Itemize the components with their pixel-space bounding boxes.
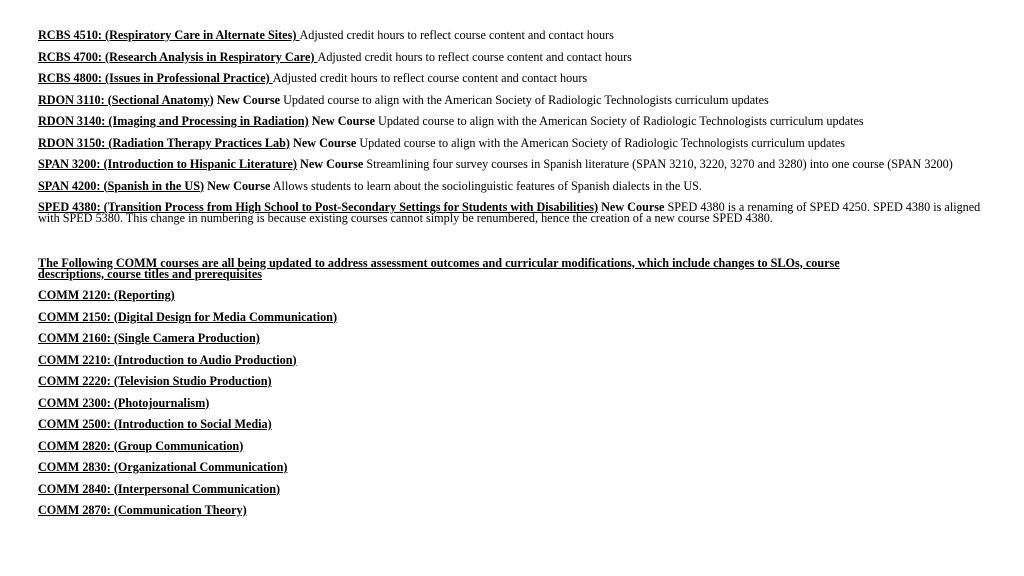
new-course-tag: New Course (207, 178, 271, 193)
course-entry-rdon-3110 (38, 92, 998, 107)
course-entry-rcbs-4510 (38, 30, 998, 41)
comm-course-link-2160[interactable]: COMM 2160: (Single Camera Production) (38, 331, 260, 345)
course-description: Updated course to align with the American Society of Radiologic Technologists curriculum updates (283, 92, 769, 107)
new-course-tag: New Course (311, 114, 375, 128)
course-entry-rcbs-4800 (38, 73, 998, 84)
course-description: Adjusted credit hours to reflect course content and contact hours (299, 28, 614, 42)
course-entry-rdon-3150 (38, 135, 998, 150)
section-spacer (38, 235, 998, 258)
course-description: SPED 4380 is a renaming of SPED 4250. SPED 4380 is aligned with SPED 5380. This change in numbering is because existing courses cannot simply be renumbered, hence the creation of a new course SPED 4380. (38, 200, 981, 225)
comm-course-link-2500[interactable]: COMM 2500: (Introduction to Social Media) (38, 417, 272, 431)
course-entry-span-4200 (38, 178, 998, 193)
course-link[interactable]: RCBS 4800: (Issues in Professional Practice) (38, 71, 273, 85)
comm-course-link-2830[interactable]: COMM 2830: (Organizational Communication) (38, 460, 288, 474)
course-link[interactable]: RCBS 4510: (Respiratory Care in Alternate Sites) (38, 28, 300, 42)
comm-course-link-2840[interactable]: COMM 2840: (Interpersonal Communication) (38, 481, 281, 496)
comm-course-link-2220[interactable]: COMM 2220: (Television Studio Production) (38, 374, 272, 388)
course-description: Updated course to align with the American Society of Radiologic Technologists curriculum updates (359, 135, 846, 150)
course-entry-span-3200 (38, 159, 998, 170)
comm-course-link-2870[interactable]: COMM 2870: (Communication Theory) (38, 503, 247, 517)
course-link[interactable]: RCBS 4700: (Research Analysis in Respiratory Care) (38, 49, 318, 64)
comm-course-link-2820[interactable]: COMM 2820: (Group Communication) (38, 438, 244, 453)
comm-section-heading[interactable]: The Following COMM courses are all being updated to address assessment outcomes and curricular modifications, which include changes to SLOs, course descriptions, course titles and prerequisites (38, 255, 840, 281)
course-link[interactable]: SPAN 4200: (Spanish in the US) (38, 178, 205, 193)
course-description: Adjusted credit hours to reflect course content and contact hours (272, 71, 588, 85)
document-page (38, 30, 998, 527)
new-course-tag: New Course (216, 92, 281, 107)
course-link[interactable]: RDON 3140: (Imaging and Processing in Radiation) (38, 114, 309, 128)
course-entry-rcbs-4700 (38, 49, 998, 64)
comm-course-link-2300[interactable]: COMM 2300: (Photojournalism) (38, 395, 210, 410)
course-entry-sped-4380 (38, 202, 998, 224)
new-course-tag: New Course (601, 200, 665, 214)
course-description: Allows students to learn about the sociolinguistic features of Spanish dialects in the US. (272, 178, 702, 193)
course-description: Updated course to align with the American Society of Radiologic Technologists curriculum updates (378, 114, 864, 128)
course-link[interactable]: SPAN 3200: (Introduction to Hispanic Literature) (38, 157, 297, 171)
course-description: Adjusted credit hours to reflect course content and contact hours (317, 49, 632, 64)
course-entry-rdon-3140 (38, 116, 998, 127)
course-link[interactable]: SPED 4380: (Transition Process from High School to Post-Secondary Settings for Students with Disabilities) (38, 200, 599, 214)
comm-course-link-2210[interactable]: COMM 2210: (Introduction to Audio Production) (38, 352, 297, 367)
comm-course-link-2120[interactable]: COMM 2120: (Reporting) (38, 288, 175, 302)
course-link[interactable]: RDON 3110: (Sectional Anatomy) (38, 92, 214, 107)
new-course-tag: New Course (293, 135, 357, 150)
course-link[interactable]: RDON 3150: (Radiation Therapy Practices Lab) (38, 135, 290, 150)
new-course-tag: New Course (300, 157, 364, 171)
comm-course-link-2150[interactable]: COMM 2150: (Digital Design for Media Communication) (38, 309, 338, 324)
course-description: Streamlining four survey courses in Spanish literature (SPAN 3210, 3220, 3270 and 3280) into one course (SPAN 3200) (366, 157, 953, 171)
